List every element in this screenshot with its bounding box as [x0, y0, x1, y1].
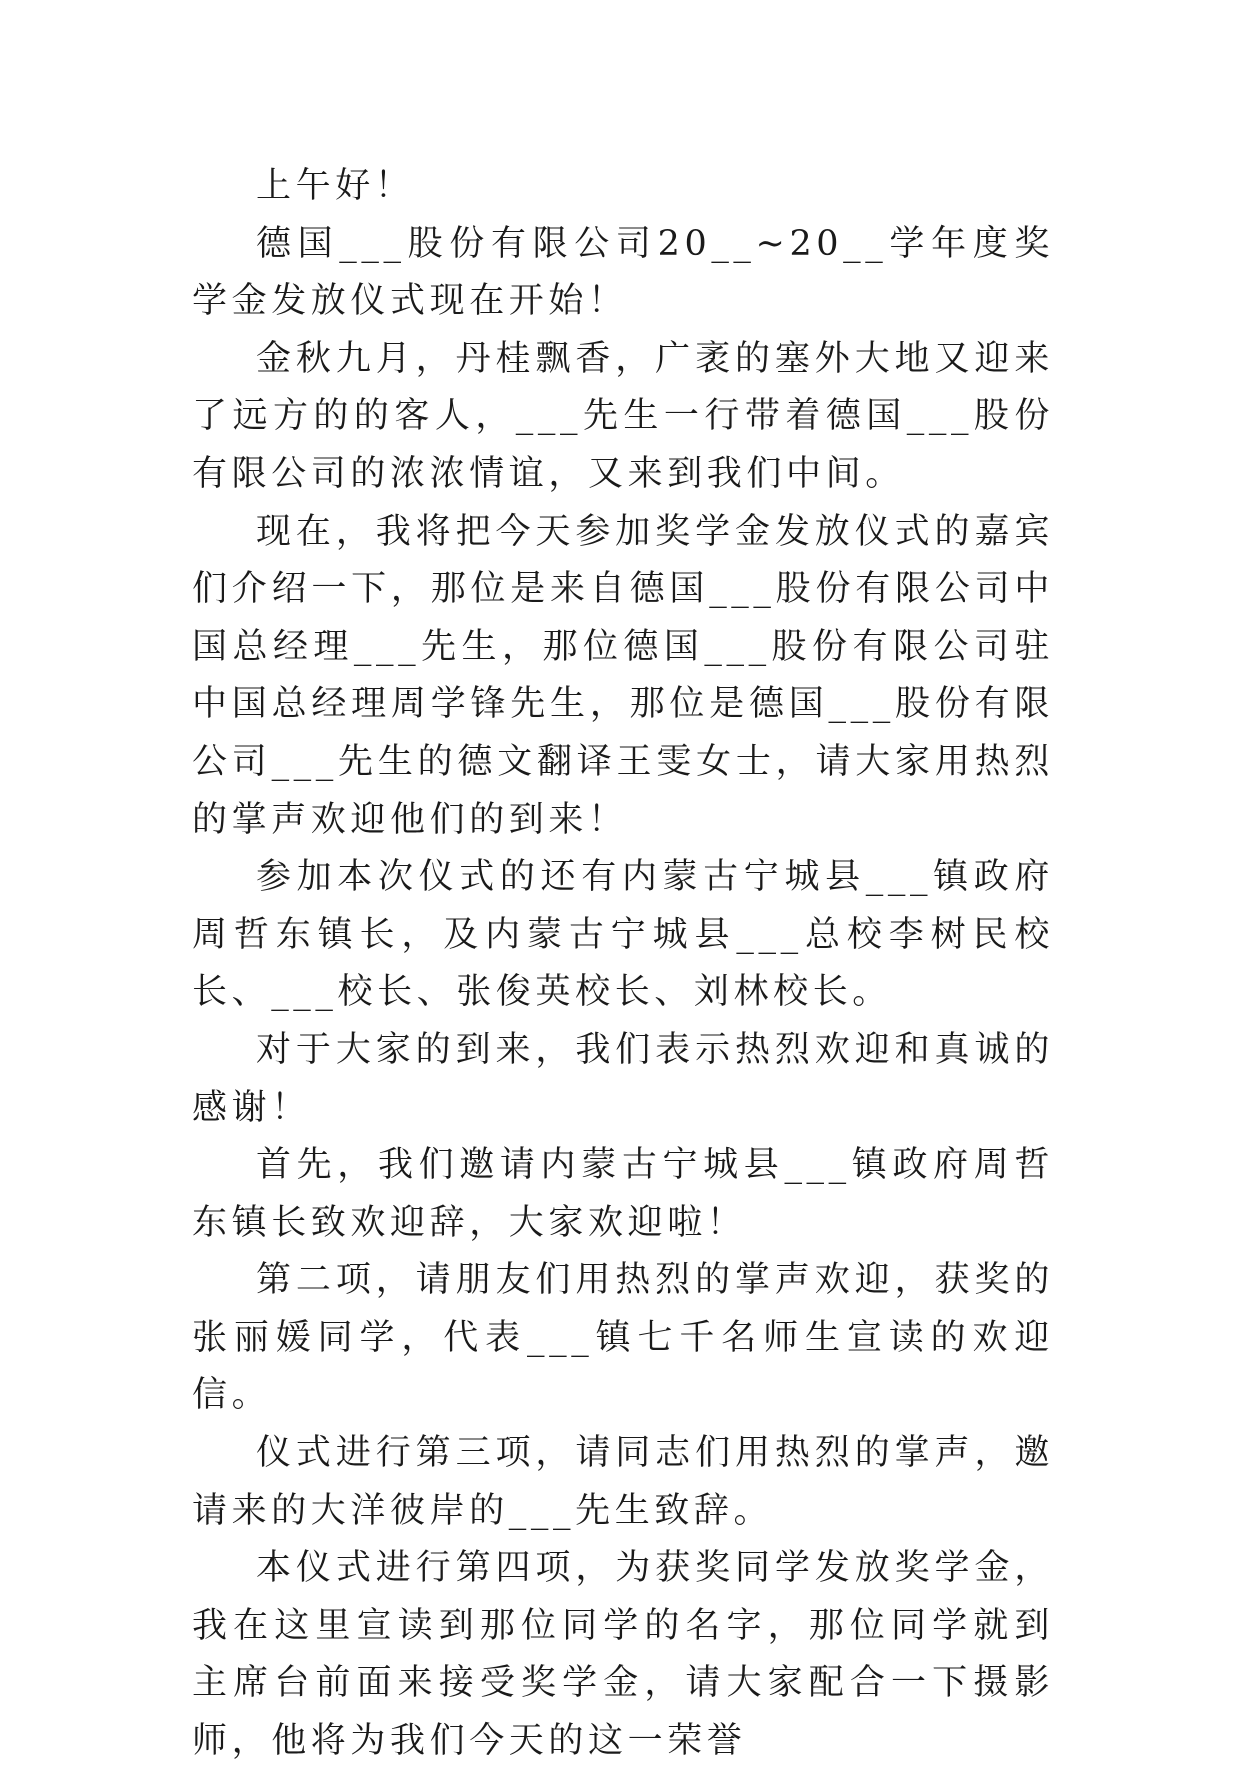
document-body	[192, 158, 1054, 1771]
paragraph-item-three: 仪式进行第三项，请同志们用热烈的掌声，邀请来的大洋彼岸的___先生致辞。	[192, 1433, 1054, 1531]
paragraph-thanks: 对于大家的到来，我们表示热烈欢迎和真诚的感谢！	[192, 1029, 1054, 1128]
paragraph-greeting: 上午好！	[256, 166, 415, 206]
paragraph-opening: 德国___股份有限公司20__~20__学年度奖学金发放仪式现在开始！	[192, 223, 1054, 322]
paragraph-welcome-guests: 金秋九月，丹桂飘香，广袤的塞外大地又迎来了远方的的客人，___先生一行带着德国___股份有限公司的浓浓情谊，又来到我们中间。	[192, 338, 1054, 494]
paragraph-item-one: 首先，我们邀请内蒙古宁城县___镇政府周哲东镇长致欢迎辞，大家欢迎啦！	[192, 1145, 1054, 1243]
paragraph-item-four: 本仪式进行第四项，为获奖同学发放奖学金，我在这里宣读到那位同学的名字，那位同学就到主席台前面来接受奖学金，请大家配合一下摄影师，他将为我们今天的这一荣誉	[192, 1548, 1054, 1762]
paragraph-item-two: 第二项，请朋友们用热烈的掌声欢迎，获奖的张丽媛同学，代表___镇七千名师生宣读的欢迎信。	[192, 1260, 1054, 1416]
paragraph-introductions: 现在，我将把今天参加奖学金发放仪式的嘉宾们介绍一下，那位是来自德国___股份有限公司中国总经理___先生，那位德国___股份有限公司驻中国总经理周学锋先生，那位是德国___股份有限公司___先生的德文翻译王雯女士，请大家用热烈的掌声欢迎他们的到来！	[192, 511, 1054, 840]
paragraph-attendees: 参加本次仪式的还有内蒙古宁城县___镇政府周哲东镇长，及内蒙古宁城县___总校李树民校长、___校长、张俊英校长、刘林校长。	[192, 857, 1054, 1013]
